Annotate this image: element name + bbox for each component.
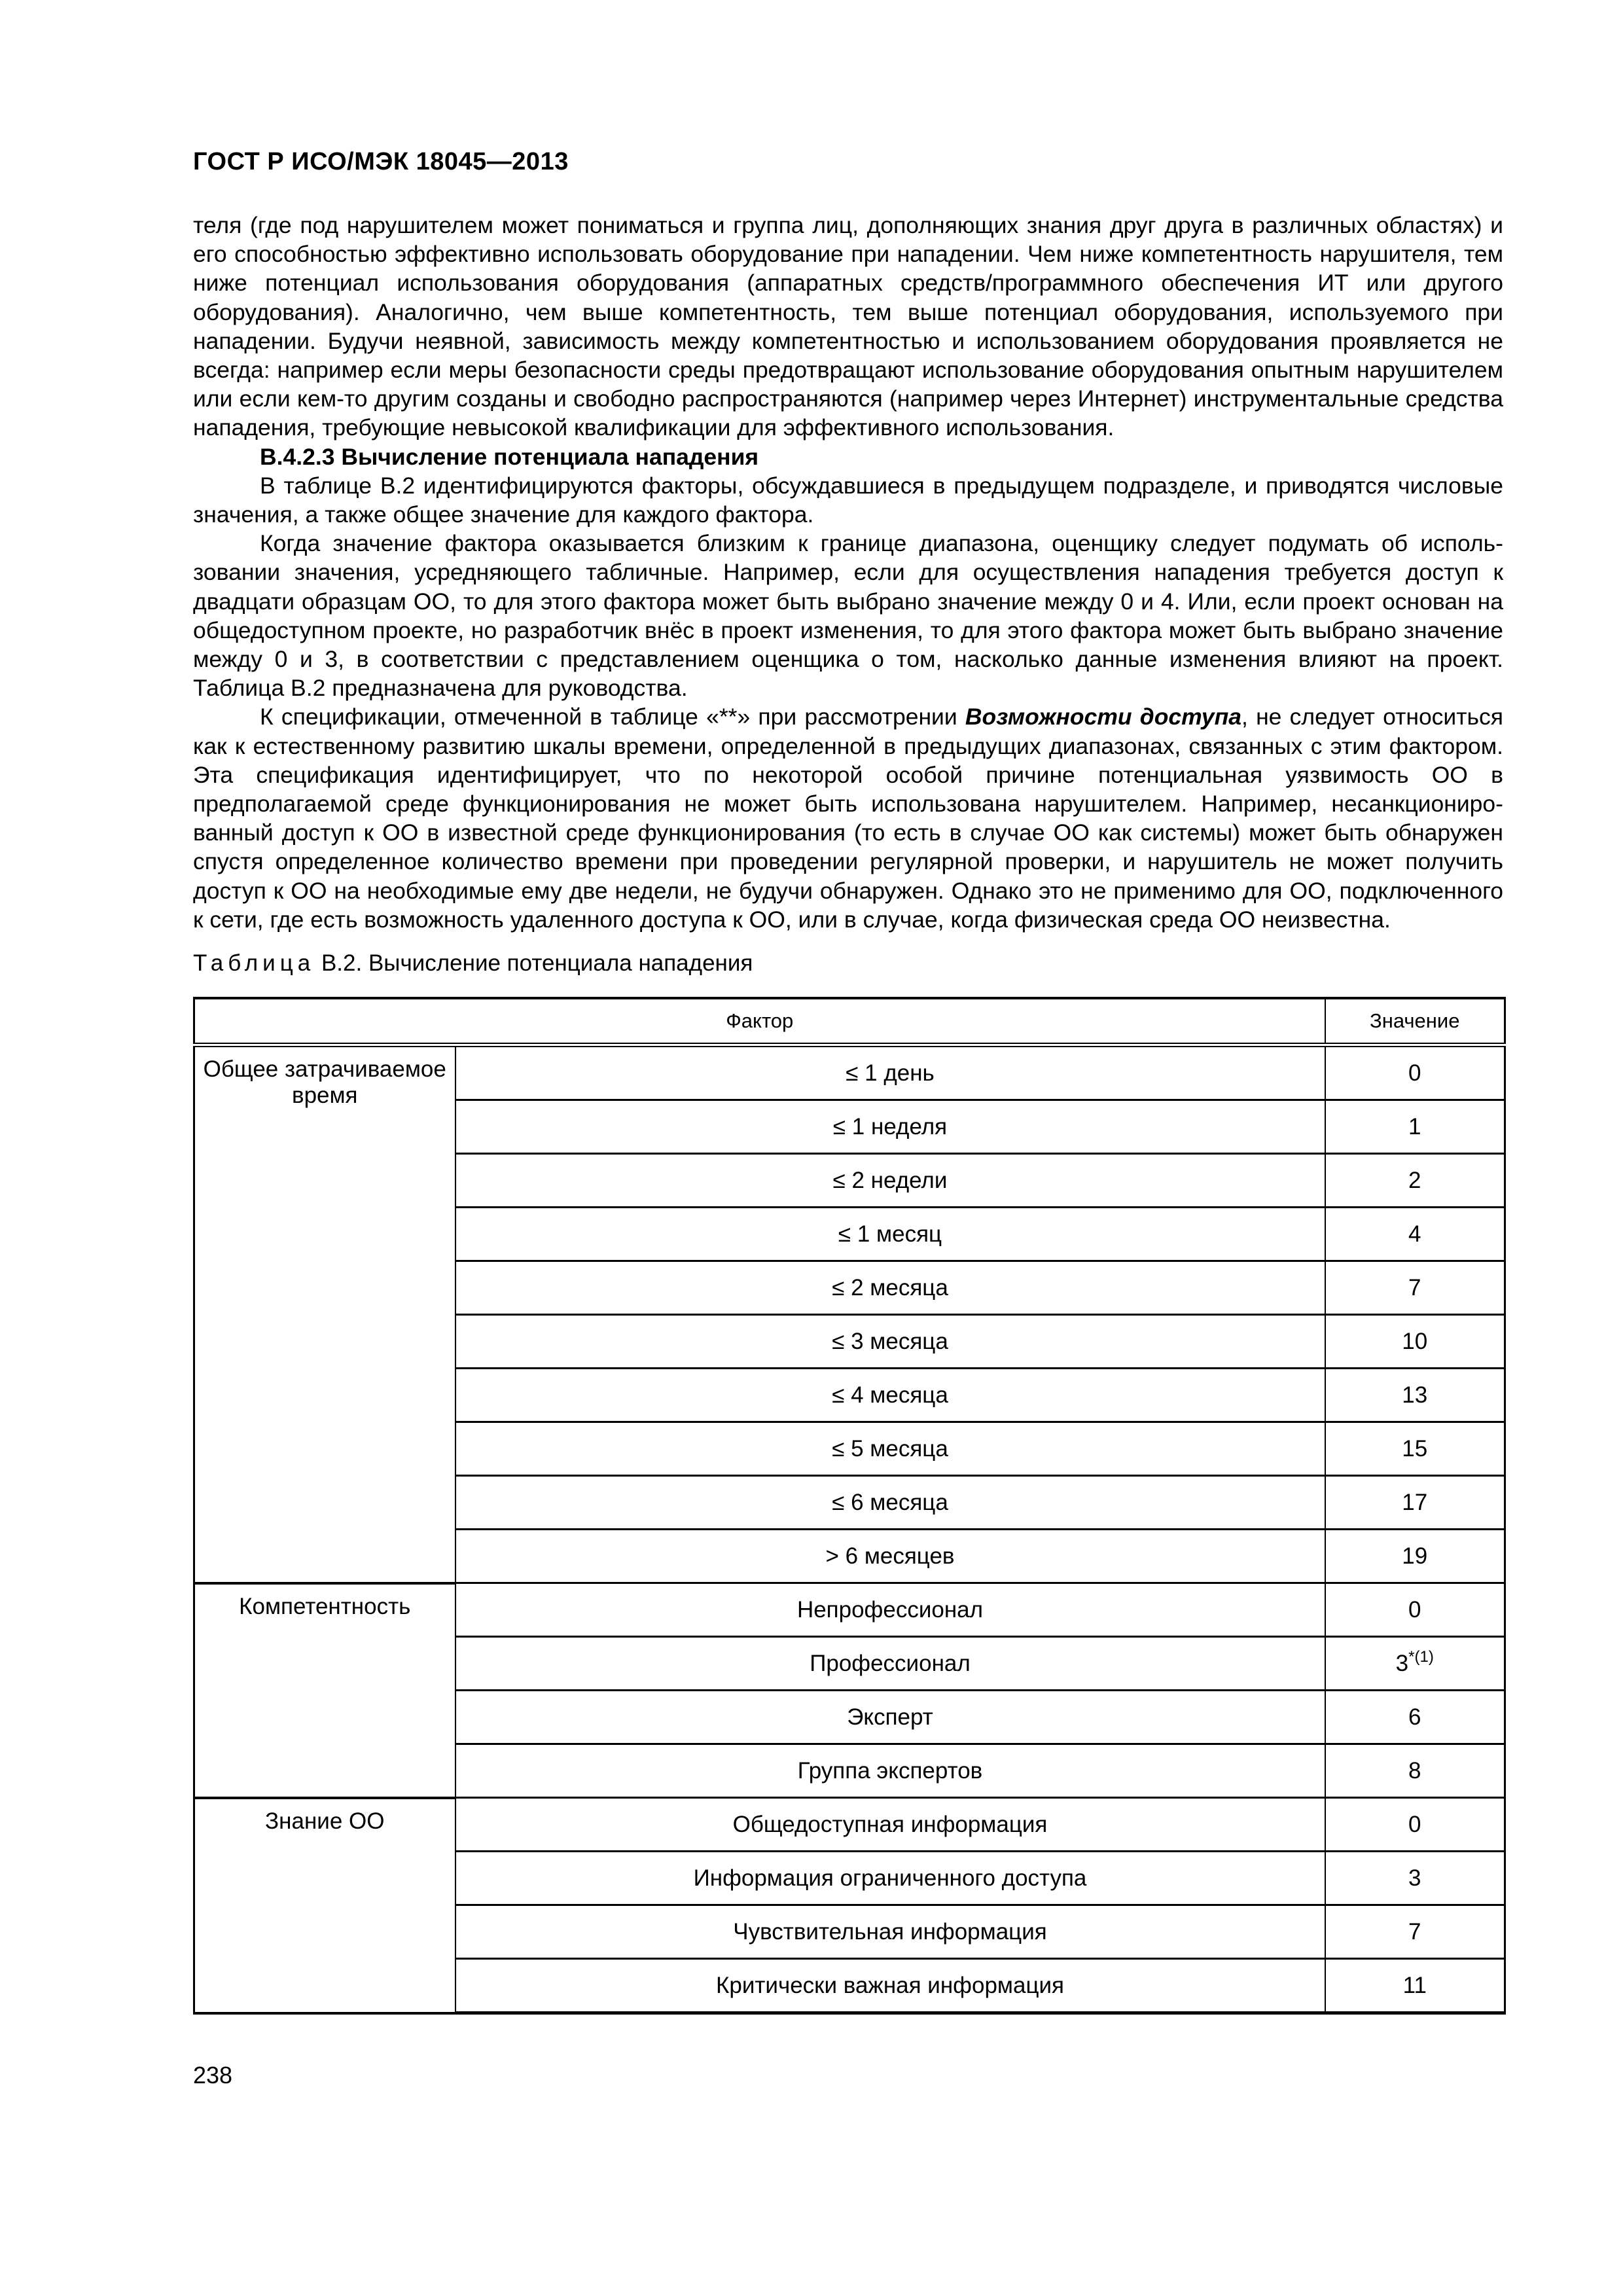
value-number: 0 (1408, 1596, 1421, 1623)
table-row (194, 1798, 1505, 1852)
value-cell (1325, 1315, 1505, 1369)
value-cell (1325, 1530, 1505, 1583)
value-number: 7 (1408, 1274, 1421, 1300)
value-number: 0 (1408, 1811, 1421, 1837)
table-row (194, 1583, 1505, 1637)
paragraph-access-specification (193, 702, 1503, 934)
table-header-row (194, 998, 1505, 1045)
factor-cell: ≤ 4 месяца (455, 1369, 1325, 1422)
value-number: 19 (1402, 1543, 1428, 1569)
value-number: 4 (1408, 1221, 1421, 1247)
table-caption (193, 950, 753, 977)
attack-potential-table (193, 997, 1506, 2015)
value-cell (1325, 1100, 1505, 1154)
value-cell (1325, 1369, 1505, 1422)
factor-cell: ≤ 3 месяца (455, 1315, 1325, 1369)
factor-cell: Группа экспертов (455, 1744, 1325, 1798)
table-body (194, 1045, 1505, 2013)
value-number: 3 (1395, 1650, 1409, 1676)
value-number: 11 (1402, 1972, 1427, 1998)
body-text (193, 211, 1503, 934)
page-number: 238 (193, 2062, 233, 2089)
value-cell (1325, 1261, 1505, 1315)
value-cell (1325, 1905, 1505, 1959)
column-header-value: Значение (1325, 998, 1505, 1045)
paragraph-text: К спецификации, отмеченной в таблице «**» при рассмотрении (260, 704, 965, 730)
value-number: 6 (1408, 1704, 1421, 1730)
table-caption-label: Таблица (193, 950, 315, 976)
value-cell (1325, 1045, 1505, 1100)
value-cell (1325, 1208, 1505, 1261)
factor-cell: Эксперт (455, 1691, 1325, 1744)
document-header-title: ГОСТ Р ИСО/МЭК 18045—2013 (193, 148, 569, 175)
value-cell (1325, 1959, 1505, 2013)
section-heading: B.4.2.3 Вычисление потенциала нападения (260, 443, 759, 470)
value-number: 10 (1402, 1328, 1428, 1354)
factor-cell: ≤ 1 месяц (455, 1208, 1325, 1261)
value-number: 15 (1402, 1435, 1428, 1462)
factor-cell: ≤ 1 неделя (455, 1100, 1325, 1154)
value-cell (1325, 1691, 1505, 1744)
factor-cell: Общедоступная информация (455, 1798, 1325, 1852)
value-number: 8 (1408, 1757, 1421, 1784)
factor-cell: Критически важная информация (455, 1959, 1325, 2013)
paragraph-text: , не следует относиться как к естественному развитию шкалы времени, определенной в предыдущих диапазонах, связанных с этим фактором. Эта спецификация идентифицирует, что по некоторой особой причине потенциальная уязвимость ОО в предполагаемой среде функционирования не может быть использована нарушителем. Например, несанкционированный доступ к ОО в известной среде функционирования (то есть в случае ОО как системы) может быть обнаружен спустя определенное количество времени при проведении регулярной проверки, и нарушитель не может получить доступ к ОО на необходимые ему две недели, не будучи обнаружен. Однако это не применимо для ОО, подключенного к сети, где есть возможность удаленного доступа к ОО, или в случае, когда физическая среда ОО неизвестна. (193, 704, 1503, 933)
factor-cell: ≤ 6 месяца (455, 1476, 1325, 1530)
value-footnote-marker: *(1) (1408, 1647, 1434, 1666)
value-number: 2 (1408, 1167, 1421, 1193)
table-row (194, 1045, 1505, 1100)
factor-cell: Чувствительная информация (455, 1905, 1325, 1959)
column-header-factor: Фактор (194, 998, 1325, 1045)
factor-group-cell: Компетентность (194, 1583, 455, 1798)
value-number: 17 (1402, 1489, 1428, 1515)
value-cell (1325, 1154, 1505, 1208)
value-cell (1325, 1637, 1505, 1691)
factor-cell: ≤ 5 месяца (455, 1422, 1325, 1476)
table-caption-text: B.2. Вычисление потенциала нападения (315, 950, 753, 976)
factor-cell: Информация ограниченного доступа (455, 1852, 1325, 1905)
value-number: 7 (1408, 1918, 1421, 1945)
paragraph-boundary-values: Когда значение фактора оказывается близким к границе диапазона, оценщику следует подумать об использовании значения, усредняющего табличные. Например, если для осуществления нападения требуется доступ к двадцати образцам ОО, то для этого фактора может быть выбрано значение между 0 и 4. Или, если проект основан на общедоступном проекте, но разработчик внёс в проект изменения, то для этого фактора может быть выбрано значение между 0 и 3, в соответствии с представлением оценщика о том, насколько данные изменения влияют на проект. Таблица B.2 предназначена для руководства. (193, 530, 1503, 702)
value-number: 3 (1408, 1865, 1421, 1891)
value-cell (1325, 1744, 1505, 1798)
value-number: 0 (1408, 1060, 1421, 1086)
value-cell (1325, 1583, 1505, 1637)
value-cell (1325, 1422, 1505, 1476)
factor-cell: ≤ 2 месяца (455, 1261, 1325, 1315)
paragraph-continuation: теля (где под нарушителем может пониматься и группа лиц, дополняющих знания друг друга в различных областях) и его способностью эффективно использовать оборудование при нападении. Чем ниже компетентность нарушителя, тем ниже потенциал использования оборудования (аппаратных средств/программного обеспечения ИТ или другого оборудования). Аналогично, чем выше компетентность, тем выше потенциал оборудования, используемого при нападении. Будучи неявной, зависимость между компетентностью и использованием оборудования проявляется не всегда: например если меры безопасности среды предотвращают использование оборудования опытным нарушителем или если кем-то другим созданы и свободно распространяются (например через Интернет) инструментальные средства нападения, требующие невысокой квалификации для эффективного использования. (193, 212, 1503, 441)
factor-cell: Непрофессионал (455, 1583, 1325, 1637)
factor-cell: > 6 месяцев (455, 1530, 1325, 1583)
factor-cell: ≤ 2 недели (455, 1154, 1325, 1208)
value-cell (1325, 1852, 1505, 1905)
factor-group-cell: Знание ОО (194, 1798, 455, 2013)
factor-cell: Профессионал (455, 1637, 1325, 1691)
paragraph-table-intro: В таблице B.2 идентифицируются факторы, обсуждавшиеся в предыдущем подразделе, и приводятся числовые значения, а также общее значение для каждого фактора. (193, 472, 1503, 528)
factor-group-cell: Общее затрачиваемое время (194, 1045, 455, 1583)
value-cell (1325, 1798, 1505, 1852)
emphasis-term: Возможности доступа (965, 704, 1242, 730)
value-number: 1 (1408, 1113, 1421, 1139)
value-number: 13 (1402, 1382, 1428, 1408)
factor-cell: ≤ 1 день (455, 1045, 1325, 1100)
value-cell (1325, 1476, 1505, 1530)
